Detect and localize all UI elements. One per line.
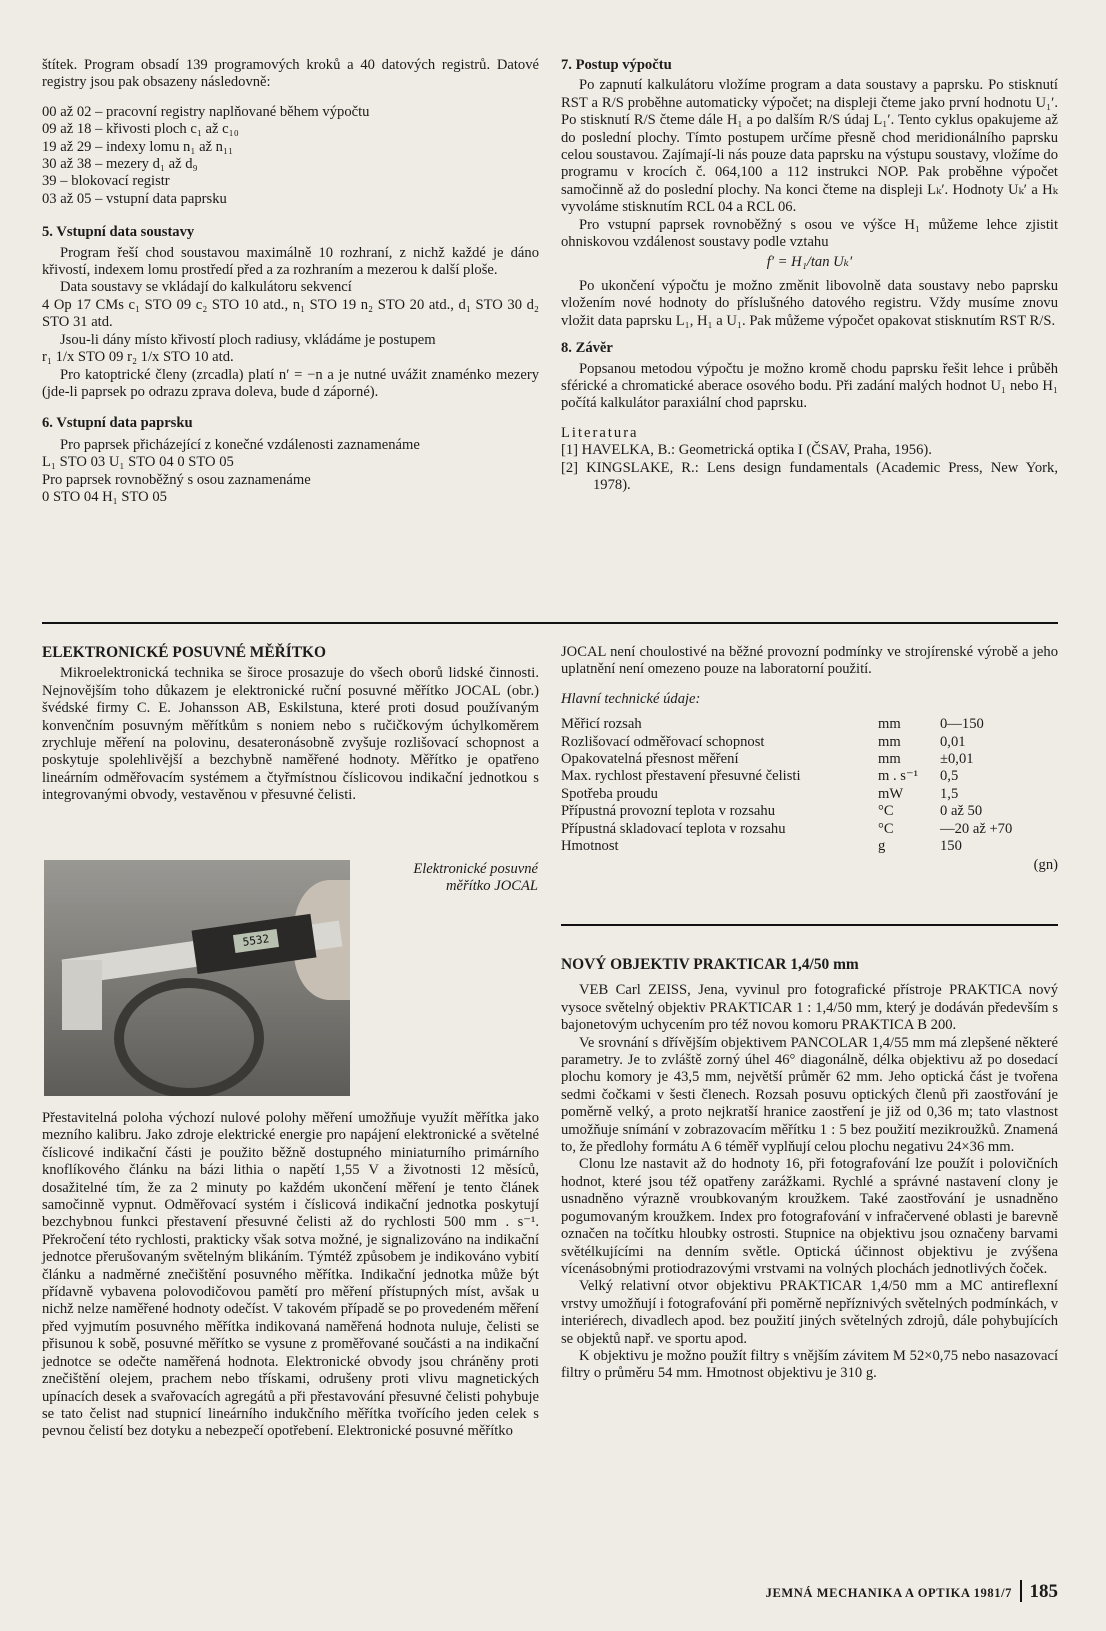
- spec-row: Spotřeba proudu mW 1,5: [561, 785, 959, 802]
- section-6-sequence: L₁ STO 03 U₁ STO 04 0 STO 05: [42, 454, 234, 471]
- prakticar-paragraph: VEB Carl ZEISS, Jena, vyvinul pro fotografické přístroje PRAKTICA nový vysoce světelný objektiv PRAKTICAR 1 : 1,4/50 mm, který je dodáván především s bajonetovým uchycením pro též novou komoru PRAKTICA B 200.: [561, 982, 1058, 1034]
- page-number: 185: [1029, 1581, 1058, 1602]
- register-item: 30 až 38 – mezery d₁ až d₉: [42, 156, 198, 173]
- prakticar-paragraph: Velký relativní otvor objektivu PRAKTICAR 1,4/50 mm a MC antireflexní vrstvy umožňují i fotografování při poměrně nepříznivých světelných podmínkách, v interiérech, divadlech apod. bez použití jiných světelných zdrojů, dále pohybujících se objektů např. ve sportu apod.: [561, 1278, 1058, 1347]
- section-7-heading: 7. Postup výpočtu: [561, 57, 672, 73]
- top-left-column: [42, 57, 539, 506]
- jocal-paragraph: Mikroelektronická technika se široce prosazuje do všech oborů lidské činnosti. Nejnovějším toho důkazem je elektronické ruční posuvné měřítko JOCAL (obr.) švédské firmy C. E. Johansson AB, Eskilstuna, které proti dosud používaným konvenčním posuvným měřítkům s noniem nebo s ručičkovým úchylkoměrem zrychluje měření na polovinu, desateronásobně zvyšuje rozlišovací schopnost a poskytuje spolehlivější a bezchybně naměřené hodnoty. Měřítko je opatřeno lineárním odměřovacím systémem a čtyřmístnou číslicovou indikační jednotkou s integrovanými obvody, vestavěnou v přesuvné čelisti.: [42, 665, 539, 804]
- register-list: [42, 104, 539, 208]
- section-6-paragraph: Pro paprsek přicházející z konečné vzdálenosti zaznamenáme: [60, 436, 420, 453]
- magazine-name: JEMNÁ MECHANIKA A OPTIKA 1981/7: [765, 1586, 1012, 1600]
- jocal-paragraph: JOCAL není choulostivé na běžné provozní podmínky ve strojírenské výrobě a jeho uplatnění není omezeno pouze na laboratorní použití.: [561, 644, 1058, 678]
- section-7-paragraph: Po zapnutí kalkulátoru vložíme program a data soustavy a paprsku. Po stisknutí RST a R/S proběhne automaticky výpočet; na displeji čteme jako první hodnotu U₁′. Po stisknutí R/S čteme dále H₁ a po dalším R/S údaj L₁′. Tento cyklus opakujeme až do poslední plochy. Tímto postupem určíme přesně chod meridionálního paprsku celou soustavou. Zajímají-li nás pouze data paprsku na výstupu soustavy, vložíme do programu v krocích č. 064,100 a 112 instrukci NOP. Pak proběhne výpočet samočinně až do poslední plochy. Na konci čteme na displeji Lₖ′. Hodnoty Uₖ′ a Hₖ vyvoláme stisknutím RCL 04 a RCL 06.: [561, 77, 1058, 216]
- specs-heading: Hlavní technické údaje:: [561, 690, 701, 707]
- register-item: 03 až 05 – vstupní data paprsku: [42, 190, 227, 207]
- photo-caption: Elektronické posuvné měřítko JOCAL: [413, 861, 538, 895]
- spec-row: Hmotnost g 150: [561, 838, 962, 855]
- register-item: 39 – blokovací registr: [42, 173, 170, 190]
- prakticar-article-column: [561, 956, 1058, 1383]
- section-8-paragraph: Popsanou metodou výpočtu je možno kromě chodu paprsku řešit lehce i průběh sférické a chromatické aberace osového bodu. Při zadání malých hodnot U₁ nebo H₁ počítá kalkulátor paraxiální chod paprsku.: [561, 360, 1058, 412]
- section-5-paragraph: Pro katoptrické členy (zrcadla) platí n′ = −n a je nutné uvážit znaménko mezery (jde-li paprsek po odrazu zprava doleva, bude d záporné).: [42, 366, 539, 400]
- spec-row: Měřicí rozsah mm 0—150: [561, 716, 984, 733]
- register-item: 00 až 02 – pracovní registry naplňované během výpočtu: [42, 103, 370, 120]
- prakticar-paragraph: Clonu lze nastavit až do hodnoty 16, při fotografování lze použít i polovičních hodnot, které jsou též opatřeny zarážkami. Rychlé a správné nastavení clony je usnadněno výrazně vroubkovaným kroužkem. Také zaostřování je usnadněno pogumovaným kroužkem. Index pro fotografování v infračervené oblasti je barevně označen na točítku hloubky ostrosti. Stupnice na objektivu jsou označeny barvami světélkujícími na denním světle. Optická účinnost objektivu je zvýšena vícenásobnými protiodrazovými vrstvami na volných plochách jednotlivých čoček.: [561, 1156, 1058, 1277]
- section-6-paragraph: Pro paprsek rovnoběžný s osou zaznamenáme: [42, 471, 311, 488]
- spec-row: Max. rychlost přestavení přesuvné čelisti m . s⁻¹ 0,5: [561, 768, 959, 785]
- jocal-specs-column: [561, 644, 1058, 875]
- prakticar-article-title: NOVÝ OBJEKTIV PRAKTICAR 1,4/50 mm: [561, 956, 859, 973]
- spec-row: Přípustná skladovací teplota v rozsahu °C —20 až +70: [561, 820, 1013, 837]
- register-item: 09 až 18 – křivosti ploch c₁ až c₁₀: [42, 121, 239, 138]
- page-footer: [766, 1580, 1058, 1602]
- jocal-article-column: [42, 644, 539, 805]
- intro-paragraph: štítek. Program obsadí 139 programových kroků a 40 datových registrů. Datové registry jsou pak obsazeny následovně:: [42, 57, 539, 91]
- footer-separator: [1020, 1580, 1022, 1602]
- section-7-paragraph: Po ukončení výpočtu je možno změnit libovolně data soustavy nebo paprsku vložením nové hodnoty do příslušného datového registru. Vždy musíme znovu vložit data paprsku L₁, H₁ a U₁. Pak můžeme výpočet opakovat stisknutím RST R/S.: [561, 277, 1058, 329]
- photo-caliper-display: 5532: [233, 929, 279, 953]
- prakticar-paragraph: K objektivu je možno použít filtry s vnějším závitem M 52×0,75 nebo nasazovací filtry o průměru 54 mm. Hmotnost objektivu je 310 g.: [561, 1347, 1058, 1382]
- top-right-column: [561, 57, 1058, 494]
- literature-heading: Literatura: [561, 424, 639, 441]
- jocal-paragraph: Přestavitelná poloha výchozí nulové polohy měření umožňuje využít měřítka jako mezního kalibru. Jako zdroje elektrické energie pro napájení elektronické a světelné číslicové indikační části je použito běžně dostupného miniaturního primárního knoflíkového článku na bázi lithia o napětí 1,55 V a životnosti 12 měsíců, dosažitelné tím, že za 2 minuty po každém ukončení měření je tento článek samočinně vypnut. Odměřovací systém i číslicová indikační jednotka poskytují bezchybnou funkci přestavení přesuvné čelisti až do rychlosti 500 mm . s⁻¹. Překročení této rychlosti, prakticky však sotva možné, je signalizováno na indikační jednotce přerušovaným světelným blikáním. Týmtéž způsobem je indikováno vybití článku a nadměrné znečištění posuvného měřítka. Indikační jednotka může být přídavně vybavena polovodičovou pamětí pro měření přístupných míst, avšak u nichž nelze naměřené hodnoty odečíst. V takovém případě se po provedeném měření před vyjmutím posuvného měřítka indikovaná naměřená hodnota nuluje, čelisti se přisunou k sobě, posuvné měřítko se vysune z proměřované součásti a na indikační jednotce se odečte naměřená hodnota. Elektronické obvody jsou chráněny proti znečištění olejem, prachem nebo třískami, odrušeny proti vlivu magnetických upínacích desek a svařovacích agregátů a při přestavování přesuvné čelisti pohybuje se tato čelist nad stupnicí lineárního indukčního měřítka tvořícího jeden celek s pevnou čelistí bez dotyku a nebezpečí opotřebení. Elektronické posuvné měřítko: [42, 1110, 539, 1440]
- register-item: 19 až 29 – indexy lomu n₁ až n₁₁: [42, 138, 234, 155]
- section-5-paragraph: Program řeší chod soustavou maximálně 10 rozhraní, z nichž každé je dáno křivostí, indexem lomu prostředí před a za rozhraním a mezerou k další ploše.: [42, 244, 539, 279]
- section-7-paragraph: Pro vstupní paprsek rovnoběžný s osou ve výšce H₁ můžeme lehce zjistit ohniskovou vzdálenost soustavy podle vztahu: [561, 216, 1058, 251]
- author-signature: (gn): [1033, 857, 1058, 874]
- article-divider: [561, 924, 1058, 926]
- section-8-heading: 8. Závěr: [561, 340, 613, 357]
- section-6-heading: 6. Vstupní data paprsku: [42, 415, 193, 432]
- specs-table: [561, 716, 1058, 855]
- section-5-heading: 5. Vstupní data soustavy: [42, 224, 195, 241]
- section-6-sequence: 0 STO 04 H₁ STO 05: [42, 488, 167, 505]
- jocal-article-title: ELEKTRONICKÉ POSUVNÉ MĚŘÍTKO: [42, 644, 326, 661]
- spec-row: Rozlišovací odměřovací schopnost mm 0,01: [561, 733, 966, 750]
- section-5-paragraph: Data soustavy se vkládají do kalkulátoru sekvencí: [60, 279, 352, 296]
- spec-row: Přípustná provozní teplota v rozsahu °C 0 až 50: [561, 803, 983, 820]
- jocal-caliper-photo: [44, 860, 350, 1096]
- section-5-sequence: 4 Op 17 CMs c₁ STO 09 c₂ STO 10 atd., n₁ STO 19 n₂ STO 20 atd., d₁ STO 30 d₂ STO 31 atd.: [42, 296, 539, 331]
- literature-item: [2] KINGSLAKE, R.: Lens design fundamentals (Academic Press, New York, 1978).: [561, 459, 1058, 493]
- section-5-sequence: r₁ 1/x STO 09 r₂ 1/x STO 10 atd.: [42, 349, 234, 366]
- focal-length-equation: f′ = H₁/tan Uₖ′: [766, 254, 853, 271]
- section-5-paragraph: Jsou-li dány místo křivostí ploch radiusy, vkládáme je postupem: [60, 331, 436, 348]
- photo-measured-ring: [114, 978, 264, 1096]
- photo-caliper-jaw: [62, 960, 102, 1030]
- jocal-article-continued: [42, 1110, 539, 1441]
- spec-row: Opakovatelná přesnost měření mm ±0,01: [561, 751, 974, 768]
- section-divider: [42, 622, 1058, 624]
- prakticar-paragraph: Ve srovnání s dřívějším objektivem PANCOLAR 1,4/55 mm má zlepšené některé parametry. Je to zvláště zorný úhel 46° diagonálně, délka objektivu až po dosedací plochu komory je 43,5 mm, největší průměr 62 mm. Jeho optická část je tvořena sedmi čočkami v šesti členech. Rozsah posuvu optických členů při zaostřování je poměrně velký, a proto nejkratší hranice zaostření je již od 0,36 m; tato vlastnost umožňuje snímání v zobrazovacím měřítku 1 : 5 bez použití mezikroužků. Znamená to, že předlohy formátu A 6 téměř vyplňují celou plochu negativu 24×36 mm.: [561, 1034, 1058, 1156]
- literature-item: [1] HAVELKA, B.: Geometrická optika I (ČSAV, Praha, 1956).: [561, 442, 932, 459]
